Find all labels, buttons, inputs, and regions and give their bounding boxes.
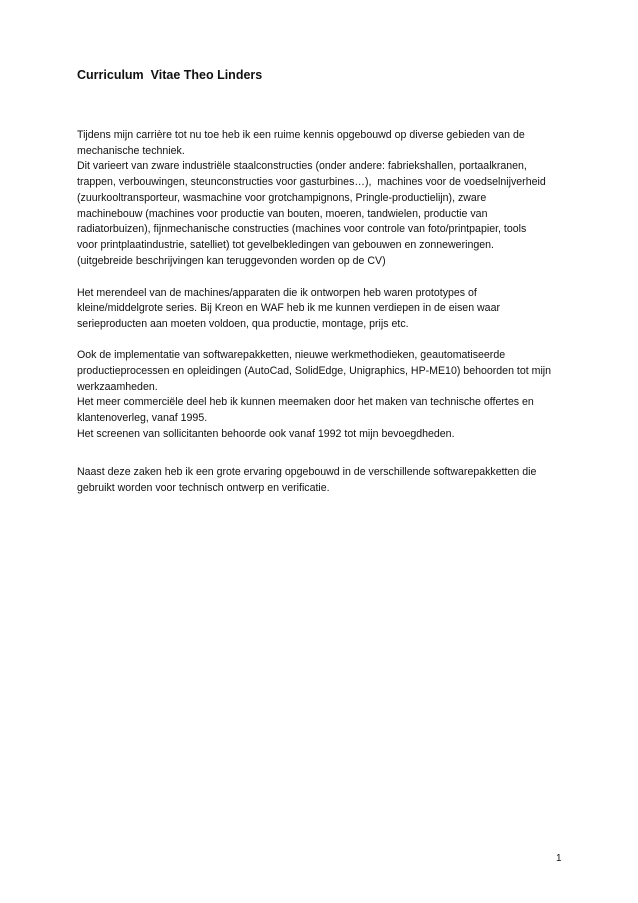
- text-line: mechanische techniek.: [77, 145, 185, 157]
- page-title: Curriculum Vitae Theo Linders: [77, 68, 263, 82]
- text-line: klantenoverleg, vanaf 1995.: [77, 412, 208, 424]
- text-line: Het merendeel van de machines/apparaten die ik ontworpen heb waren prototypes of: [77, 287, 477, 299]
- text-line: Het screenen van sollicitanten behoorde ook vanaf 1992 tot mijn bevoegdheden.: [77, 428, 455, 440]
- text-line: kleine/middelgrote series. Bij Kreon en WAF heb ik me kunnen verdiepen in de eisen waar: [77, 302, 500, 314]
- text-line: gebruikt worden voor technisch ontwerp en verificatie.: [77, 482, 330, 494]
- text-line: machinebouw (machines voor productie van bouten, moeren, tandwielen, productie van: [77, 208, 488, 220]
- page-number: 1: [556, 853, 562, 864]
- text-line: productieprocessen en opleidingen (AutoCad, SolidEdge, Unigraphics, HP-ME10) behoorden tot mijn: [77, 365, 552, 377]
- text-line: radiatorbuizen), fijnmechanische constructies (machines voor controle van foto/printpapier, tools: [77, 223, 527, 235]
- text-line: (uitgebreide beschrijvingen kan teruggevonden worden op de CV): [77, 255, 386, 267]
- text-line: Het meer commerciële deel heb ik kunnen meemaken door het maken van technische offertes en: [77, 396, 534, 408]
- text-line: Ook de implementatie van softwarepakketten, nieuwe werkmethodieken, geautomatiseerde: [77, 349, 506, 361]
- text-line: serieproducten aan moeten voldoen, qua productie, montage, prijs etc.: [77, 318, 409, 330]
- text-line: trappen, verbouwingen, steunconstructies voor gasturbines…), machines voor de voedselnijverheid: [77, 176, 546, 188]
- text-line: voor printplaatindustrie, satelliet) tot gevelbekledingen van gebouwen en zonneweringen.: [77, 239, 494, 251]
- text-line: Naast deze zaken heb ik een grote ervaring opgebouwd in de verschillende softwarepakketten die: [77, 466, 537, 478]
- text-line: werkzaamheden.: [77, 381, 158, 393]
- text-line: Tijdens mijn carrière tot nu toe heb ik een ruime kennis opgebouwd op diverse gebieden van de: [77, 129, 525, 141]
- text-line: (zuurkooltransporteur, wasmachine voor grotchampignons, Pringle-productielijn), zware: [77, 192, 487, 204]
- text-line: Dit varieert van zware industriële staalconstructies (onder andere: fabriekshallen, portaalkranen,: [77, 160, 527, 172]
